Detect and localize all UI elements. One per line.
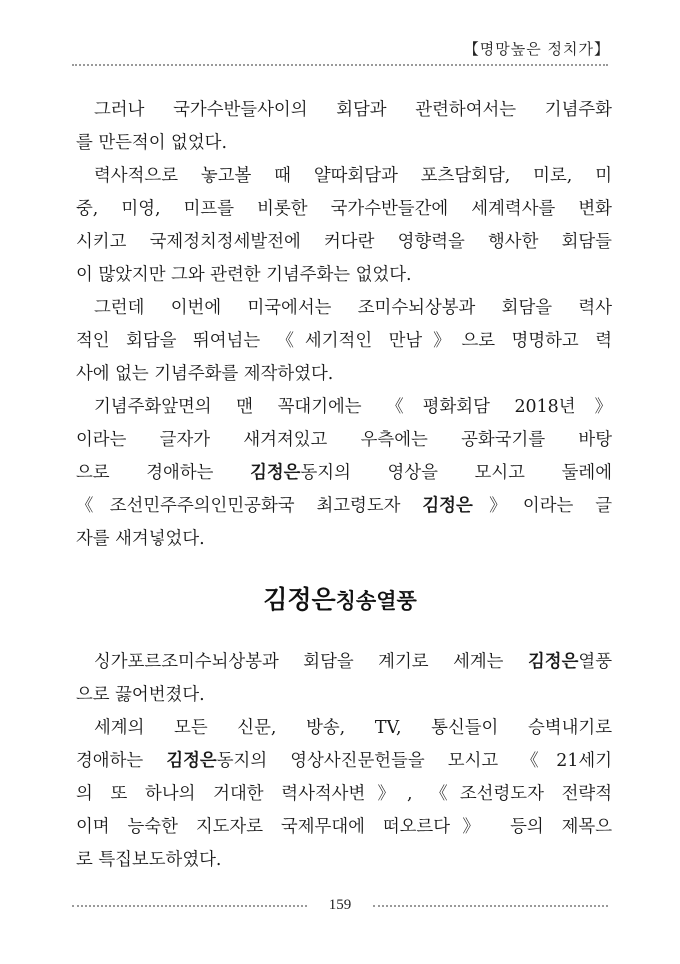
text-segment: 》이라는 글	[472, 496, 612, 516]
text-line: 으로 끓어번졌다.	[76, 685, 205, 705]
paragraph-6	[76, 712, 612, 877]
text-segment: 《조선민주주의인민공화국 최고령도자	[76, 496, 423, 516]
paragraph-2	[76, 160, 612, 292]
text-line: 세계의 모든 신문, 방송, TV, 통신들이 승벽내기로	[94, 718, 612, 738]
heading-rest: 칭송열풍	[335, 589, 417, 613]
text-line: 기념주화앞면의 맨 꼭대기에는 《평화회담 2018년》	[94, 397, 612, 417]
text-line: 를 만든적이 없었다.	[76, 133, 227, 153]
paragraph-3	[76, 292, 612, 391]
text-line: 력사적으로 놓고볼 때 얄따회담과 포츠담회담, 미로, 미	[94, 166, 612, 186]
section-text-block	[76, 646, 612, 877]
paragraph-1	[76, 94, 612, 160]
page-footer	[72, 897, 608, 917]
page-number: 159	[328, 897, 352, 913]
text-segment: 싱가포르조미수뇌상봉과 회담을 계기로 세계는	[94, 652, 528, 672]
text-line: 로 특집보도하였다.	[76, 850, 222, 870]
section-heading	[0, 580, 680, 616]
text-line: 중, 미영, 미프를 비롯한 국가수반들간에 세계력사를 변화	[76, 199, 612, 219]
text-line: 자를 새겨넣었다.	[76, 529, 205, 549]
text-line	[76, 490, 612, 523]
main-text-block	[76, 94, 612, 556]
text-line	[76, 457, 612, 490]
text-line	[76, 646, 612, 679]
text-line: 적인 회담을 뛰여넘는 《세기적인 만남》으로 명명하고 력	[76, 331, 612, 351]
text-line: 이며 능숙한 지도자로 국제무대에 떠오르다》 등의 제목으	[76, 817, 612, 837]
text-line: 이라는 글자가 새겨져있고 우측에는 공화국기를 바탕	[76, 430, 612, 450]
text-segment: 동지의 영상사진문헌들을 모시고 《21세기	[216, 751, 612, 771]
paragraph-5	[76, 646, 612, 712]
footer-ornament-right	[373, 905, 608, 907]
text-line: 의 또 하나의 거대한 력사적사변》, 《조선령도자 전략적	[76, 784, 612, 804]
text-segment: 열풍	[578, 652, 612, 672]
leader-name: 김정은	[422, 496, 473, 516]
text-line: 시키고 국제정치정세발전에 커다란 영향력을 행사한 회담들	[76, 232, 612, 252]
text-line: 그런데 이번에 미국에서는 조미수뇌상봉과 회담을 력사	[94, 298, 612, 318]
text-line: 이 많았지만 그와 관련한 기념주화는 없었다.	[76, 265, 412, 285]
paragraph-4	[76, 391, 612, 556]
leader-name: 김정은	[527, 652, 579, 672]
header-divider	[72, 64, 608, 66]
heading-name: 김정은	[263, 585, 336, 614]
leader-name: 김정은	[166, 751, 217, 771]
text-segment: 경애하는	[76, 751, 167, 771]
running-header-title: 【명망높은 정치가】	[463, 40, 610, 58]
text-line: 사에 없는 기념주화를 제작하였다.	[76, 364, 334, 384]
leader-name: 김정은	[250, 463, 301, 483]
text-segment: 으로 경애하는	[76, 463, 251, 483]
text-line: 그러나 국가수반들사이의 회담과 관련하여서는 기념주화	[94, 100, 612, 120]
text-segment: 동지의 영상을 모시고 둘레에	[300, 463, 612, 483]
text-line	[76, 745, 612, 778]
